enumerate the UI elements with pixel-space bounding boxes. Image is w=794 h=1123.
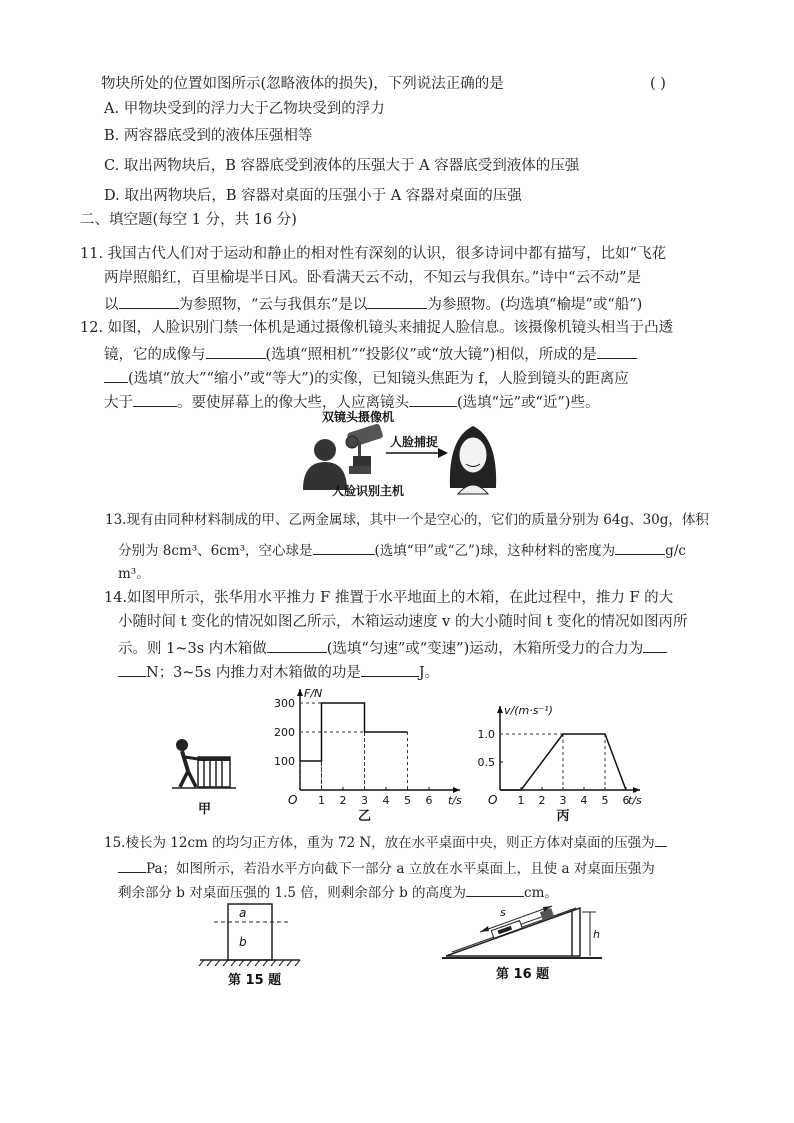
y-tick-label: 0.5 (477, 756, 495, 769)
caption-15: 第 15 题 (228, 973, 282, 988)
q10-stem-tail: 物块所处的位置如图所示(忽略液体的损失)，下列说法正确的是 (101, 76, 504, 92)
x-tick-label: 1 (517, 794, 525, 807)
label-s: s (500, 906, 506, 919)
answer-blank[interactable] (104, 366, 128, 383)
x-tick-label: 4 (580, 794, 588, 807)
person-pushing-icon (176, 739, 198, 787)
answer-blank[interactable] (466, 880, 524, 897)
camera-icon (346, 423, 384, 474)
x-tick-label: 4 (382, 794, 390, 807)
answer-blank[interactable] (643, 636, 667, 653)
x-axis-label: t/s (448, 794, 462, 807)
caption-16: 第 16 题 (496, 967, 550, 982)
q15-line3: 剩余部分 b 对桌面压强的 1.5 倍，则剩余部分 b 的高度为 cm。 (118, 880, 558, 903)
answer-blank[interactable] (409, 390, 457, 407)
label-b: b (239, 935, 247, 949)
label-h: h (593, 928, 600, 941)
figure-16 (440, 898, 605, 990)
x-tick-label: 3 (361, 794, 368, 807)
cube-body (228, 904, 272, 960)
x-tick-label: 2 (538, 794, 546, 807)
y-tick-label: 200 (274, 726, 295, 739)
x-tick-label: 1 (318, 794, 325, 807)
answer-blank[interactable] (615, 538, 665, 555)
answer-blank[interactable] (597, 342, 637, 359)
answer-paren: ( ) (650, 76, 666, 92)
q14-line2: 小随时间 t 变化的情况如图乙所示，木箱运动速度 v 的大小随时间 t 变化的情况如图丙所 (118, 614, 688, 630)
x-axis-arrow-icon (633, 787, 640, 793)
q14-line3: 示。则 1~3s 内木箱做 (选填“匀速”或“变速”)运动，木箱所受力的合力为 (118, 636, 667, 659)
y-tick-label: 300 (274, 697, 295, 710)
chart-title: 丙 (556, 809, 570, 824)
pushing-box-figure (168, 735, 238, 825)
camera-label: 双镜头摄像机 (322, 410, 395, 424)
q13-line2: 分别为 8cm³、6cm³，空心球是 (选填“甲”或“乙”)球，这种材料的密度为 g/c (118, 538, 686, 561)
q11-line3: 以 为参照物，“云与我俱东”是以 为参照物。(均选填“榆堤”或“船”) (104, 292, 642, 315)
q15-line2: Pa；如图所示，若沿水平方向截下一部分 a 立放在水平桌面上，且使 a 对桌面压强为 (118, 856, 655, 879)
section-title: 二、填空题(每空 1 分，共 16 分) (80, 212, 297, 228)
x-tick-label: 5 (601, 794, 609, 807)
q14-line1: 14.如图甲所示，张华用水平推力 F 推置于水平地面上的木箱，在此过程中，推力 F 的大 (104, 590, 674, 606)
fig-label-jia: 甲 (198, 802, 212, 817)
chart-title: 乙 (357, 809, 372, 824)
q11-line1: 11. 我国古代人们对于运动和静止的相对性有深刻的认识，很多诗词中都有描写，比如“飞花 (80, 246, 667, 262)
y-axis-arrow-icon (297, 689, 303, 696)
x-axis-arrow-icon (453, 787, 460, 793)
q15-line1: 15.棱长为 12cm 的均匀正方体，重为 72 N，放在水平桌面中央，则正方体对桌面的压强为 (104, 830, 667, 853)
y-axis-label: v/(m·s⁻¹) (504, 704, 553, 717)
x-tick-label: 6 (425, 794, 433, 807)
q13-line1: 13.现有由同种材料制成的甲、乙两金属球，其中一个是空心的，它们的质量分别为 64g、30g，体积 (105, 512, 709, 528)
answer-blank[interactable] (118, 856, 146, 873)
q14-line4: N；3~5s 内推力对木箱做的功是 J。 (118, 660, 439, 683)
x-tick-label: 2 (339, 794, 347, 807)
q13-line3: m³。 (118, 566, 150, 582)
figure-15 (196, 900, 306, 992)
answer-blank[interactable] (367, 292, 427, 309)
x-tick-label: 3 (559, 794, 567, 807)
origin-label: O (288, 793, 298, 807)
capture-label: 人脸捕捉 (390, 435, 439, 449)
q11-line2: 两岸照船红，百里榆堤半日风。卧看满天云不动，不知云与我俱东。”诗中“云不动”是 (104, 270, 641, 286)
y-tick-label: 100 (274, 755, 295, 768)
q10-option-b: B. 两容器底受到的液体压强相等 (104, 128, 313, 144)
answer-blank[interactable] (655, 830, 667, 847)
person-silhouette-icon (303, 439, 347, 490)
q12-line3: (选填“放大”“缩小”或“等大”)的实像，已知镜头焦距为 f，人脸到镜头的距离应 (104, 366, 629, 389)
q12-line4: 大于 。要使屏幕上的像大些，人应离镜头 (选填“远”或“近”)些。 (104, 390, 599, 413)
answer-blank[interactable] (118, 660, 146, 677)
q10-option-a: A. 甲物块受到的浮力大于乙物块受到的浮力 (104, 101, 385, 117)
label-a: a (239, 906, 247, 920)
force-time-chart (262, 685, 467, 830)
arrow-head-icon (480, 926, 489, 932)
arrow-head-icon (438, 448, 448, 458)
answer-blank[interactable] (119, 292, 179, 309)
origin-label: O (488, 793, 498, 807)
incline-plane (446, 908, 580, 956)
x-axis-label: t/s (628, 794, 642, 807)
woman-portrait-icon (450, 426, 496, 494)
series-line (300, 703, 408, 761)
answer-blank[interactable] (133, 390, 177, 407)
host-label: 人脸识别主机 (332, 484, 405, 498)
q12-line2: 镜，它的成像与 (选填“照相机”“投影仪”或“放大镜”)相似，所成的是 (104, 342, 637, 365)
q10-option-d: D. 取出两物块后，B 容器对桌面的压强小于 A 容器对桌面的压强 (104, 188, 522, 204)
answer-blank[interactable] (206, 342, 266, 359)
answer-blank[interactable] (313, 538, 375, 555)
face-recognition-figure (298, 408, 508, 500)
q12-line1: 12. 如图，人脸识别门禁一体机是通过摄像机镜头来捕捉人脸信息。该摄像机镜头相当于凸透 (80, 320, 674, 336)
x-tick-label: 5 (404, 794, 411, 807)
y-tick-label: 1.0 (477, 728, 495, 741)
x-tick-label: 6 (622, 794, 630, 807)
y-axis-label: F/N (304, 687, 323, 700)
table-hatch (199, 960, 300, 966)
y-axis-arrow-icon (497, 706, 503, 713)
wooden-box-icon (198, 757, 230, 787)
answer-blank[interactable] (361, 660, 419, 677)
velocity-time-chart (474, 700, 644, 830)
q10-option-c: C. 取出两物块后，B 容器底受到液体的压强大于 A 容器底受到液体的压强 (104, 158, 580, 174)
answer-blank[interactable] (267, 636, 327, 653)
